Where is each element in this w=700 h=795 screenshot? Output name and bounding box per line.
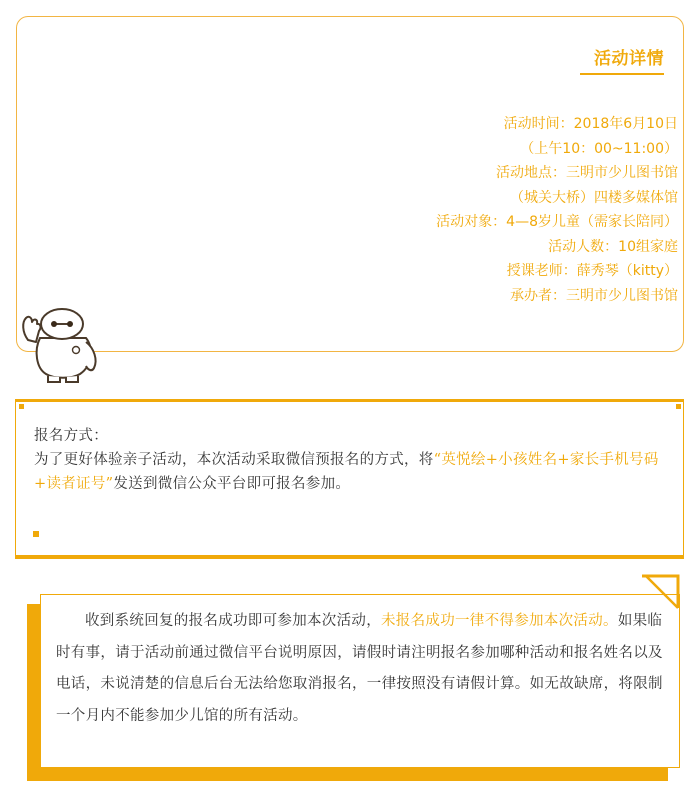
activity-details-title: 活动详情 <box>594 49 664 69</box>
registration-text <box>34 424 662 496</box>
baymax-mascot-icon <box>16 298 108 384</box>
detail-line-time: 活动时间：2018年6月10日 <box>503 116 678 132</box>
notice-text <box>56 606 664 732</box>
notice-highlight: 未报名成功一律不得参加本次活动。 <box>381 613 618 629</box>
registration-text-after: 发送到微信公众平台即可报名参加。 <box>113 476 351 492</box>
registration-text-before: 为了更好体验亲子活动，本次活动采取微信预报名的方式，将 <box>34 452 434 468</box>
detail-line-organizer: 承办者：三明市少儿图书馆 <box>510 287 678 304</box>
registration-heading: 报名方式： <box>34 428 108 444</box>
notice-text-after: 如果临时有事，请于活动前通过微信平台说明原因，请假时请注明报名参加哪种活动和报名姓名以及电话，未说清楚的信息后台无法给您取消报名，一律按照没有请假计算。如无故缺席，将限制一个月内不能参加少儿馆的所有活动。 <box>56 613 663 724</box>
registration-card-bottom-border <box>15 555 684 558</box>
decor-square <box>33 531 39 537</box>
registration-format-highlight: “英悦绘+小孩姓名+家长手机号码+读者证号” <box>34 452 659 492</box>
registration-card-top-border <box>15 399 684 402</box>
detail-line-location-room: （城关大桥）四楼多媒体馆 <box>510 189 678 206</box>
detail-line-audience: 活动对象：4—8岁儿童（需家长陪同） <box>436 214 678 230</box>
detail-line-location: 活动地点：三明市少儿图书馆 <box>496 165 678 181</box>
notice-text-before: 收到系统回复的报名成功即可参加本次活动， <box>85 613 381 629</box>
title-underline <box>580 73 664 75</box>
activity-details-list <box>436 112 678 308</box>
registration-paragraph <box>34 448 662 496</box>
detail-line-teacher: 授课老师：薛秀琴（kitty） <box>506 263 678 279</box>
decor-square <box>19 404 24 409</box>
decor-square <box>676 404 681 409</box>
detail-line-capacity: 活动人数：10组家庭 <box>548 238 678 255</box>
detail-line-time-range: （上午10：00~11:00） <box>520 140 678 157</box>
